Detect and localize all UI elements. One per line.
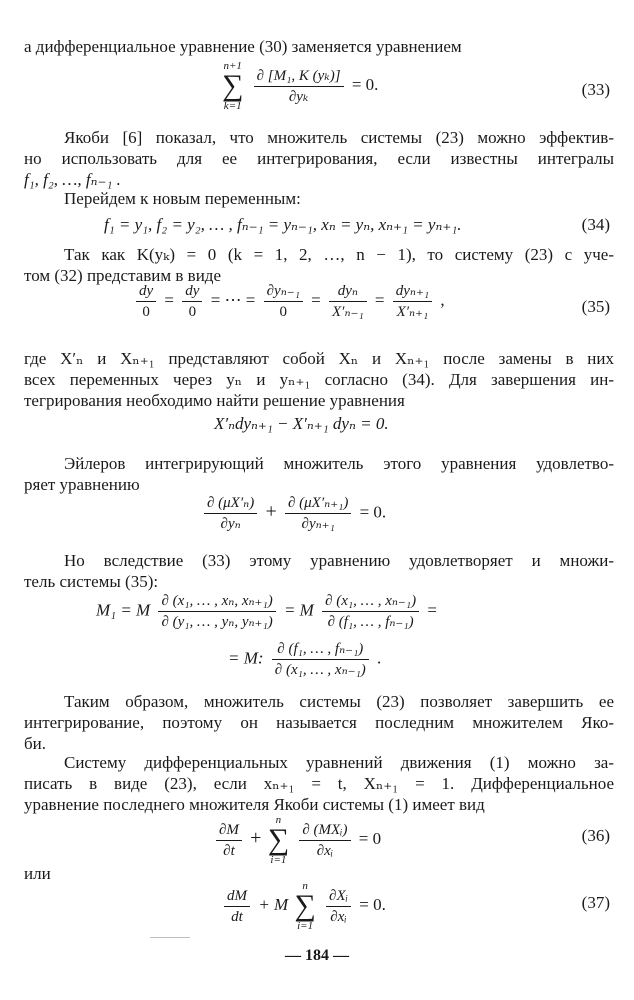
- intro-line: а дифференциальное уравнение (30) заменяется уравнением: [24, 37, 462, 56]
- fraction: $\frac{\text{∂ [M₁, K (yₖ)]}}{\text{∂yₖ}}$: [254, 67, 344, 106]
- paragraph-jacobi: Якоби [6] показал, что множитель системы (23) можно эффектив- но использовать для ее интегрирования, если известны интегралы f₁, f₂, …, fₙ₋₁ .: [24, 128, 614, 189]
- equation-number-35: (35): [581, 297, 610, 316]
- equation-m1: M₁ = M $\frac{\text{∂ (x₁, … , xₙ, xₙ₊₁)}}{\text{∂ (y₁, … , yₙ, yₙ₊₁)}}$ = M $\frac{\text{∂ (x₁, … , xₙ₋₁)}}{\text{∂ (f₁, … , fₙ₋₁)}}$ =: [96, 593, 437, 630]
- sum-symbol: n ∑ i=1: [267, 814, 290, 866]
- equation-37: $\frac{dM}{dt}$ + M n ∑ i=1 $\frac{\text{∂Xᵢ}}{\text{∂xᵢ}}$ = 0.: [220, 880, 386, 932]
- paragraph-thus: Таким образом, множитель системы (23) позволяет завершить ее интегрирование, поэтому он называется последним множителем Яко- би.: [24, 692, 614, 753]
- equation-m1-line2: = M: $\frac{\text{∂ (f₁, … , fₙ₋₁)}}{\text{∂ (x₁, … , xₙ₋₁)}}$ .: [228, 641, 382, 678]
- equation-35: $\frac{dy}{0}$ = $\frac{dy}{0}$ = ⋯ = $\frac{\text{∂yₙ₋₁}}{0}$ = $\frac{\text{dyₙ}}{\text{X′ₙ₋₁}}$ = $\frac{\text{dyₙ₊₁}}{\text{X′ₙ₊₁}}$ ,: [132, 282, 445, 321]
- paragraph-since: Так как K(yₖ) = 0 (k = 1, 2, …, n − 1), то систему (23) с уче- том (32) представим в виде: [24, 245, 614, 285]
- equation-number-33: (33): [581, 80, 610, 99]
- paragraph-transition: Перейдем к новым переменным:: [64, 189, 301, 208]
- print-mark: [150, 937, 190, 938]
- sum-symbol: n+1 ∑ k=1: [222, 60, 244, 112]
- equation-36: $\frac{\partial M}{\partial t}$ + n ∑ i=1 $\frac{\text{∂ (MXᵢ)}}{\text{∂xᵢ}}$ = 0: [212, 814, 381, 866]
- page-number: — 184 —: [285, 947, 349, 964]
- paragraph-where: где X′ₙ и Xₙ₊₁ представляют собой Xₙ и Xₙ₊₁ после замены в них всех переменных через yₙ и yₙ₊₁ согласно (34). Для завершения ин- тегрирования необходимо найти решение уравнения: [24, 349, 614, 410]
- paragraph-system: Систему дифференциальных уравнений движения (1) можно за- писать в виде (23), если xₙ₊₁ = t, Xₙ₊₁ = 1. Дифференциальное уравнение последнего множителя Якоби системы (1) имеет вид: [24, 753, 614, 814]
- equation-number-36: (36): [581, 826, 610, 845]
- equation-solution: X′ₙdyₙ₊₁ − X′ₙ₊₁ dyₙ = 0.: [214, 414, 389, 433]
- or-word: или: [24, 864, 51, 883]
- paragraph-but: Но вследствие (33) этому уравнению удовлетворяет и множи- тель системы (35):: [24, 551, 614, 591]
- equation-33: n+1 ∑ k=1 $\frac{\text{∂ [M₁, K (yₖ)]}}{\text{∂yₖ}}$ = 0.: [222, 60, 379, 112]
- equation-euler: $\frac{\text{∂ (μX′ₙ)}}{\text{∂yₙ}}$ + $\frac{\text{∂ (μX′ₙ₊₁)}}{\text{∂yₙ₊₁}}$ = 0.: [200, 494, 386, 533]
- sum-symbol: n ∑ i=1: [294, 880, 316, 932]
- paragraph-euler: Эйлеров интегрирующий множитель этого уравнения удовлетво- ряет уравнению: [24, 454, 614, 494]
- equation-number-37: (37): [581, 893, 610, 912]
- equation-number-34: (34): [581, 215, 610, 234]
- equation-34: f₁ = y₁, f₂ = y₂, … , fₙ₋₁ = yₙ₋₁, xₙ = yₙ, xₙ₊₁ = yₙ₊₁.: [104, 215, 462, 234]
